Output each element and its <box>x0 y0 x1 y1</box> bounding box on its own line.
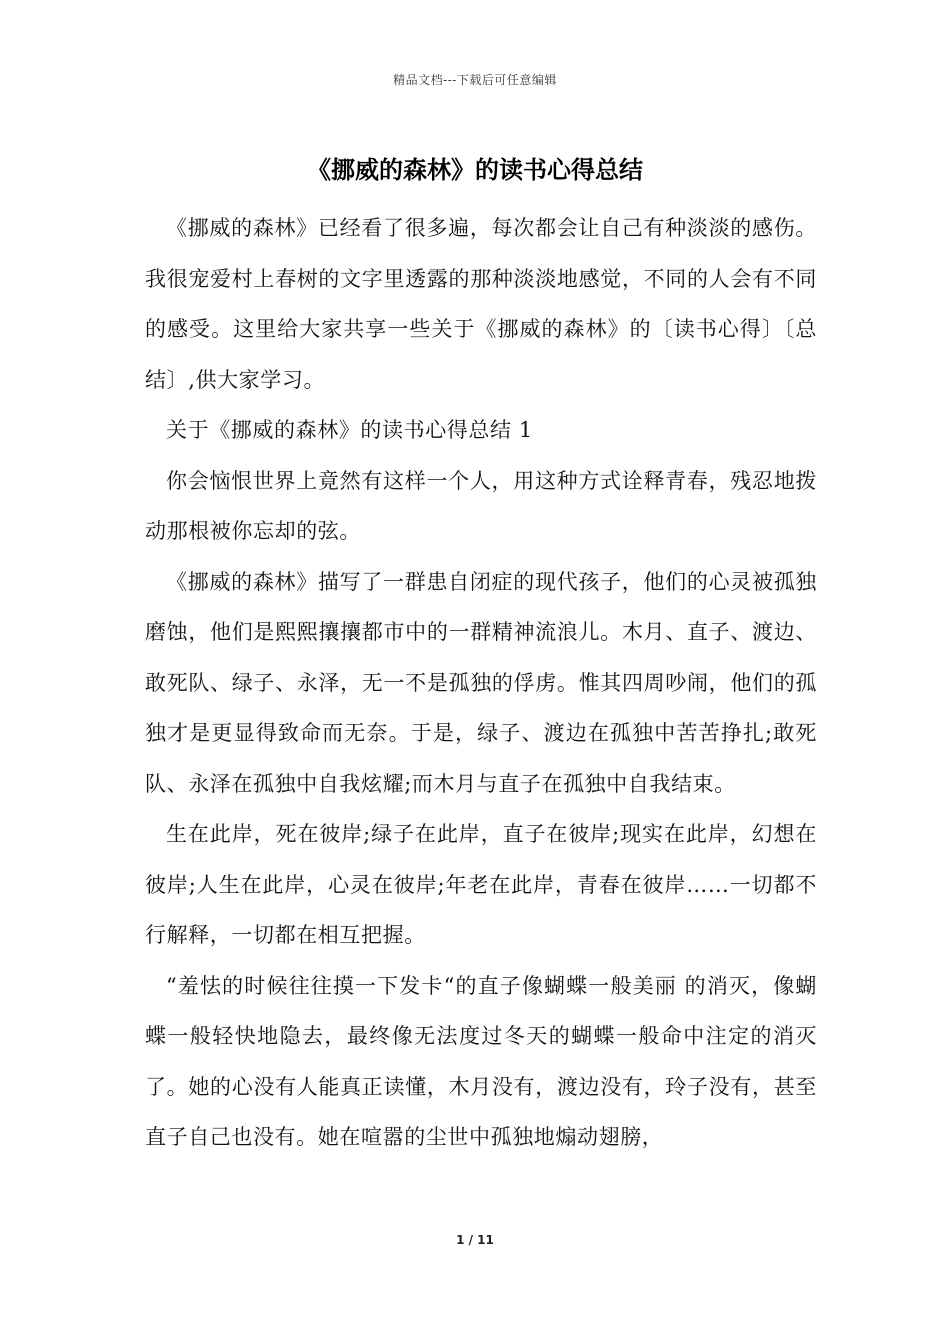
document-body <box>145 203 817 1163</box>
header-note: 精品文档---下载后可任意编辑 <box>393 73 557 87</box>
paragraph-intro: 《挪威的森林》已经看了很多遍，每次都会让自己有种淡淡的感伤。我很宠爱村上春树的文字里透露的那种淡淡地感觉，不同的人会有不同的感受。这里给大家共享一些关于《挪威的森林》的〔读书心得〕〔总结〕,供大家学习。 <box>145 216 817 392</box>
document-title: 《挪威的森林》的读书心得总结 <box>307 156 643 184</box>
page-indicator: 1 / 11 <box>456 1233 494 1247</box>
paragraph-2: 《挪威的森林》描写了一群患自闭症的现代孩子，他们的心灵被孤独磨蚀，他们是熙熙攘攘都市中的一群精神流浪儿。木月、直子、渡边、敢死队、绿子、永泽，无一不是孤独的俘虏。惟其四周吵闹，他们的孤独才是更显得致命而无奈。于是，绿子、渡边在孤独中苦苦挣扎;敢死队、永泽在孤独中自我炫耀;而木月与直子在孤独中自我结束。 <box>145 569 817 796</box>
paragraph-1: 你会恼恨世界上竟然有这样一个人，用这种方式诠释青春，残忍地拨动那根被你忘却的弦。 <box>145 468 817 543</box>
section-heading: 关于《挪威的森林》的读书心得总结 1 <box>166 418 533 442</box>
paragraph-3: 生在此岸，死在彼岸;绿子在此岸，直子在彼岸;现实在此岸，幻想在彼岸;人生在此岸，心灵在彼岸;年老在此岸，青春在彼岸……一切都不行解释，一切都在相互把握。 <box>145 822 817 947</box>
paragraph-4: “羞怯的时候往往摸一下发卡“的直子像蝴蝶一般美丽 的消灭，像蝴蝶一般轻快地隐去，最终像无法度过冬天的蝴蝶一般命中注定的消灭了。她的心没有人能真正读懂，木月没有，渡边没有，玲子没有，甚至直子自己也没有。她在喧嚣的尘世中孤独地煽动翅膀， <box>145 973 817 1149</box>
